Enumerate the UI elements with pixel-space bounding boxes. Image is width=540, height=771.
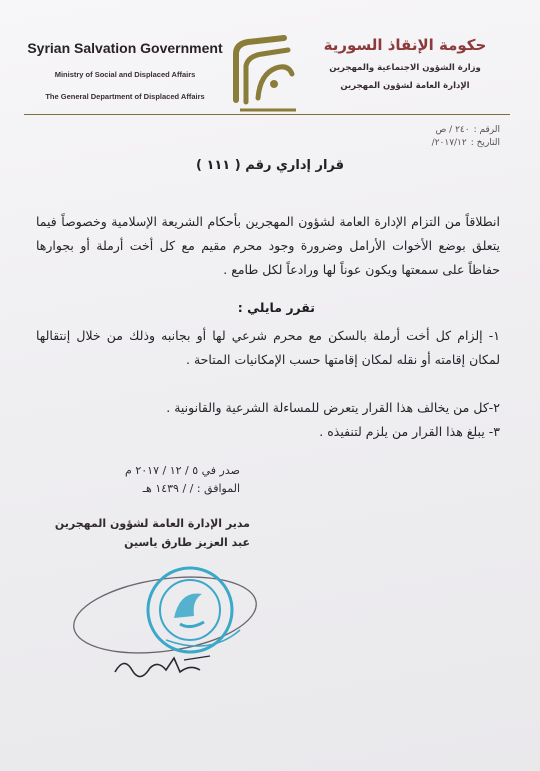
issue-date-block [125,462,240,498]
decides-heading: تقرر مايلي : [237,300,315,315]
handwritten-signature-icon [110,650,220,680]
department-name-ar: الإدارة العامة لشؤون المهجرين [340,81,470,91]
government-name-en: Syrian Salvation Government [27,40,223,56]
english-letterhead [20,40,230,101]
decision-title: قرار إداري رقم ( ١١١ ) [195,158,345,173]
decision-item: ٢-كل من يخالف هذا القرار يتعرض للمساءلة الشرعية والقانونية . [166,400,500,415]
government-emblem-icon [226,30,300,118]
decision-item: ١- إلزام كل أخت أرملة بالسكن مع محرم شرعي لها أو بجانبه وذلك من خلال إنتقالها لمكان إقامته أو نقله لمكان إقامتها حسب الإمكانيات المتاحة . [36,328,500,367]
signatory-title: مدير الإدارة العامة لشؤون المهجرين [54,517,250,530]
reference-block [428,124,500,150]
signatory-name: عبد العزيز طارق ياسين [124,536,250,549]
ministry-name-en: Ministry of Social and Displaced Affairs [54,70,196,79]
ministry-name-ar: وزارة الشؤون الاجتماعية والمهجرين [329,63,481,73]
decision-preamble: انطلاقاً من التزام الإدارة العامة لشؤون المهجرين بأحكام الشريعة الإسلامية وخصوصاً فيما يتعلق بوضع الأخوات الأرامل وضرورة وجود محرم مقيم مع كل أخت أرملة أو بجوارها حفاظاً على سمعتها ويكون عوناً لها ورادعاً لكل طامع . [36,214,500,277]
issue-date-gregorian: صدر في ٥ / ١٢ / ٢٠١٧ م [125,464,240,477]
signatory-block [55,514,250,552]
decision-item: ٣- يبلغ هذا القرار من يلزم لتنفيذه . [319,424,500,439]
reference-number: الرقم :٢٤٠ / ص [435,125,500,135]
issue-date-hijri: الموافق : / / ١٤٣٩ هـ [142,482,240,495]
header-divider [24,114,510,115]
department-name-en: The General Department of Displaced Affairs [45,92,205,101]
government-name-ar: حكومة الإنقاذ السورية [323,36,487,54]
reference-date: التاريخ :٢٠١٧/١٢/ [431,138,500,148]
arabic-letterhead [300,36,510,91]
